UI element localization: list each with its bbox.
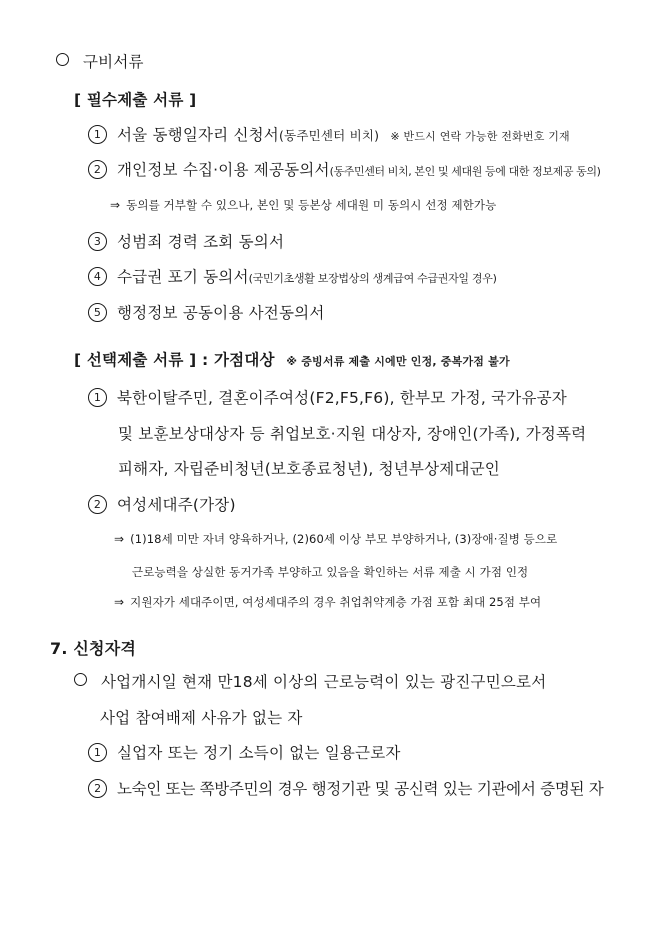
criteria-item-1: 1 실업자 또는 정기 소득이 없는 일용근로자	[88, 741, 401, 763]
number-1-icon: 1	[88, 388, 107, 407]
section-docs-title: 구비서류	[83, 53, 144, 71]
circle-bullet-icon	[74, 673, 87, 686]
criteria-item-2: 2 노숙인 또는 쪽방주민의 경우 행정기관 및 공신력 있는 기관에서 증명된 자	[88, 777, 603, 799]
section-7-title: 7. 신청자격	[50, 639, 137, 658]
number-2-icon: 2	[88, 160, 107, 179]
required-item-5: 5 행정정보 공동이용 사전동의서	[88, 301, 325, 323]
optional-item-2: 2 여성세대주(가장)	[88, 493, 236, 515]
number-1-icon: 1	[88, 743, 107, 762]
optional-item-2-sub-2: ⇒ 지원자가 세대주이면, 여성세대주의 경우 취업취약계층 가점 포함 최대 25점 부여	[114, 595, 542, 609]
required-item-1: 1 서울 동행일자리 신청서(동주민센터 비치) ※ 반드시 연락 가능한 전화번호 기재	[88, 123, 570, 145]
required-item-3: 3 성범죄 경력 조회 동의서	[88, 230, 284, 252]
arrow-right-icon: ⇒	[110, 198, 121, 212]
criteria-line-1: 사업개시일 현재 만18세 이상의 근로능력이 있는 광진구민으로서	[74, 670, 546, 692]
required-item-2: 2 개인정보 수집·이용 제공동의서(동주민센터 비치, 본인 및 세대원 등에 대한 정보제공 동의)	[88, 158, 601, 180]
number-4-icon: 4	[88, 267, 107, 286]
arrow-right-icon: ⇒	[114, 595, 125, 609]
number-5-icon: 5	[88, 303, 107, 322]
optional-docs-header: [ 선택제출 서류 ] : 가점대상	[74, 351, 275, 369]
required-item-2-note: ⇒ 동의를 거부할 수 있으나, 본인 및 등본상 세대원 미 동의시 선정 제한가능	[110, 198, 497, 212]
number-2-icon: 2	[88, 779, 107, 798]
number-2-icon: 2	[88, 495, 107, 514]
number-1-icon: 1	[88, 125, 107, 144]
section-docs-title-line	[56, 50, 144, 72]
optional-item-2-sub-1-line-2: 근로능력을 상실한 동거가족 부양하고 있음을 확인하는 서류 제출 시 가점 인정	[132, 565, 529, 579]
optional-docs-note: ※ 증빙서류 제출 시에만 인정, 중복가점 불가	[286, 355, 510, 368]
optional-docs-header-line	[74, 348, 510, 370]
optional-item-1-line-3: 피해자, 자립준비청년(보호종료청년), 청년부상제대군인	[118, 460, 500, 478]
number-3-icon: 3	[88, 232, 107, 251]
arrow-right-icon: ⇒	[114, 532, 125, 546]
optional-item-2-sub-1-line-1: ⇒ (1)18세 미만 자녀 양육하거나, (2)60세 이상 부모 부양하거나, (3)장애·질병 등으로	[114, 532, 558, 546]
required-item-4: 4 수급권 포기 동의서(국민기초생활 보장법상의 생계급여 수급권자일 경우)	[88, 265, 497, 287]
criteria-line-2: 사업 참여배제 사유가 없는 자	[100, 709, 303, 727]
circle-bullet-icon	[56, 53, 69, 66]
required-docs-header: [ 필수제출 서류 ]	[74, 91, 197, 109]
optional-item-1-line-1: 1 북한이탈주민, 결혼이주여성(F2,F5,F6), 한부모 가정, 국가유공자	[88, 386, 567, 408]
optional-item-1-line-2: 및 보훈보상대상자 등 취업보호·지원 대상자, 장애인(가족), 가정폭력	[118, 425, 587, 443]
